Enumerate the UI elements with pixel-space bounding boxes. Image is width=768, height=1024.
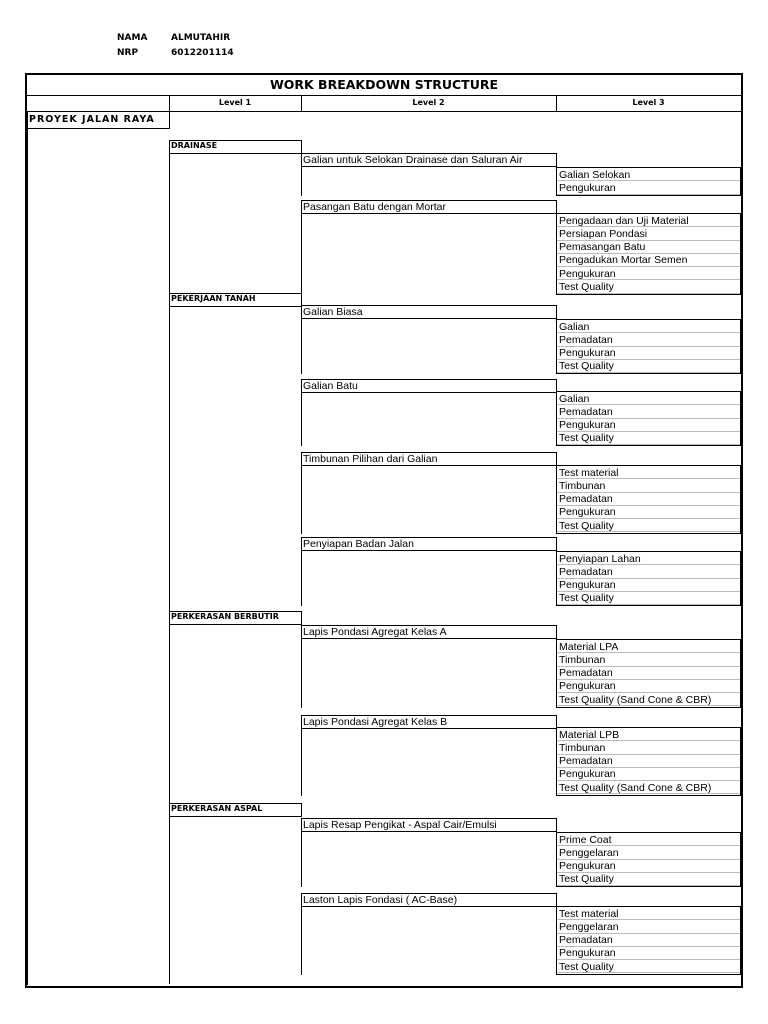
level3-label: Pemadatan [559,333,613,346]
level3-label: Pengukuran [559,347,616,360]
level3-label: Test Quality [559,360,614,373]
level2-label: Lapis Pondasi Agregat Kelas B [303,716,448,728]
level3-label: Pengukuran [559,267,616,280]
header-level-3: Level 3 [632,98,665,107]
level2-connector [301,907,302,975]
nama-value: ALMUTAHIR [171,33,231,43]
level2-connector [301,729,302,796]
level3-label: Penyiapan Lahan [559,552,641,565]
nama-label: NAMA [117,33,148,43]
level3-label: Timbunan [559,741,606,754]
level3-label: Pemasangan Batu [559,241,646,254]
level3-label: Test Quality (Sand Cone & CBR) [559,781,712,794]
level2-label: Galian Biasa [303,306,363,318]
level1-label: PEKERJAAN TANAH [171,294,256,303]
level3-label: Test Quality [559,592,614,605]
nrp-value: 6012201114 [171,48,234,58]
level2-connector [301,832,302,887]
level3-label: Pengukuran [559,181,616,194]
project-label: PROYEK JALAN RAYA [29,114,155,125]
level3-label: Pengukuran [559,768,616,781]
header-level-2: Level 2 [412,98,445,107]
level1-label: DRAINASE [171,141,218,150]
level3-label: Pengukuran [559,947,616,960]
level2-connector [301,167,302,196]
level3-label: Test Quality [559,519,614,532]
level3-label: Galian [559,320,590,333]
level3-label: Timbunan [559,653,606,666]
level3-label: Galian [559,392,590,405]
level3-label: Material LPA [559,640,619,653]
level3-label: Pemadatan [559,493,613,506]
level3-label: Test material [559,466,619,479]
project-connector [27,129,28,985]
level3-label: Test Quality [559,281,614,293]
level3-label: Pengukuran [559,419,616,432]
level2-label: Pasangan Batu dengan Mortar [303,201,447,213]
level3-label: Pemadatan [559,667,613,680]
level2-label: Timbunan Pilihan dari Galian [303,453,438,465]
level3-label: Pemadatan [559,934,613,947]
level3-label: Pemadatan [559,755,613,768]
level2-label: Penyiapan Badan Jalan [303,538,414,550]
level2-connector [301,214,302,295]
nrp-label: NRP [117,48,139,58]
level3-label: Persiapan Pondasi [559,227,648,240]
level2-label: Galian untuk Selokan Drainase dan Saluran Air [303,154,523,166]
level1-label: PERKERASAN ASPAL [171,804,263,813]
level2-connector [301,393,302,446]
level3-label: Pengukuran [559,506,616,519]
level3-label: Test Quality (Sand Cone & CBR) [559,693,712,706]
level2-connector [301,551,302,606]
level3-label: Penggelaran [559,846,619,859]
level2-connector [301,319,302,374]
level3-label: Pemadatan [559,565,613,578]
level3-label: Timbunan [559,479,606,492]
level3-label: Prime Coat [559,833,612,846]
level3-label: Test Quality [559,960,614,973]
level3-label: Test Quality [559,873,614,886]
level1-label: PERKERASAN BERBUTIR [171,612,279,621]
level3-label: Material LPB [559,728,620,741]
level1-connector [169,625,170,803]
level1-connector [169,817,170,984]
level3-label: Pengukuran [559,579,616,592]
level3-label: Test Quality [559,432,614,445]
level3-label: Pengadaan dan Uji Material [559,214,689,227]
level2-label: Laston Lapis Fondasi ( AC-Base) [303,894,458,906]
header-level-1: Level 1 [218,98,252,107]
level3-label: Test material [559,907,619,920]
level3-label: Pengukuran [559,860,616,873]
level1-connector [169,307,170,611]
level3-label: Pengukuran [559,680,616,693]
level2-label: Lapis Pondasi Agregat Kelas A [303,626,447,638]
level3-label: Pemadatan [559,405,613,418]
level2-label: Lapis Resap Pengikat - Aspal Cair/Emulsi [303,819,497,831]
level3-label: Galian Selokan [559,168,631,181]
level2-label: Galian Batu [303,380,358,392]
level2-connector [301,466,302,534]
level1-connector [169,154,170,293]
wbs-title: WORK BREAKDOWN STRUCTURE [269,77,499,92]
level2-connector [301,639,302,708]
level3-label: Pengadukan Mortar Semen [559,254,688,267]
level3-label: Penggelaran [559,920,619,933]
